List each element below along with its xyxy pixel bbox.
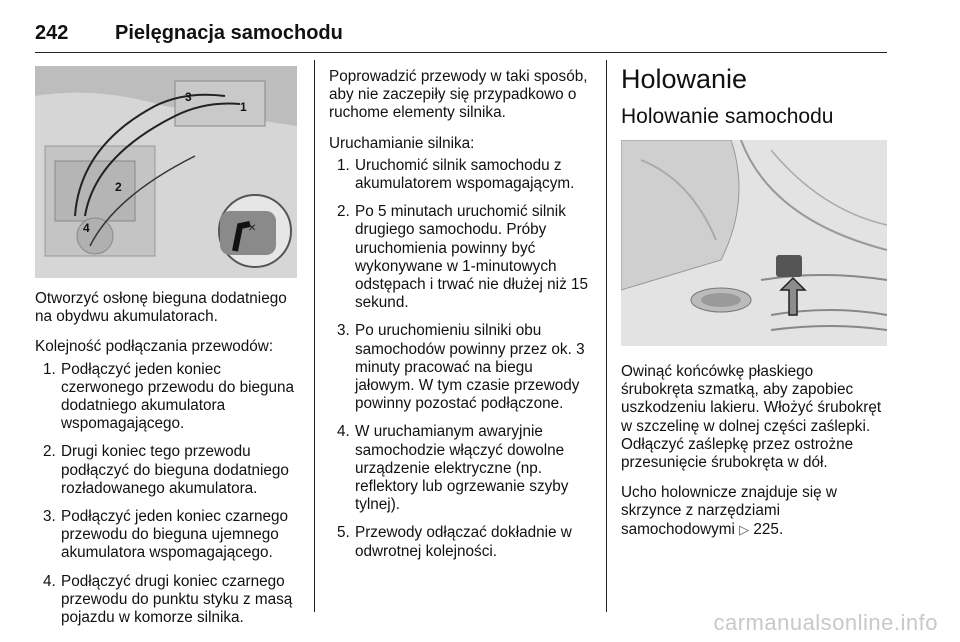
bumper-figure [621, 140, 887, 346]
list-item: 4. W uruchamianym awaryjnie samochodzie włączyć dowolne urządzenie elektryczne (np. reflektory lub ogrzewanie szyby tylnej). [337, 423, 569, 514]
page-header [35, 22, 887, 53]
list-item: 1. Uruchomić silnik samochodu z akumulatorem wspomagającym. [337, 156, 575, 193]
list-item: 2. Po 5 minutach uruchomić silnik drugiego samochodu. Próby uruchomienia powinny być wykonywane w 1-minutowych odstępach i trwać nie dłużej niż 15 sekund. [337, 203, 588, 312]
list-item: 5. Przewody odłączać dokładnie w odwrotnej kolejności. [337, 524, 572, 560]
section-heading: Holowanie [621, 64, 748, 94]
order-heading: Kolejność podłączania przewodów: [35, 338, 274, 356]
figure-label-3: 3 [185, 90, 192, 104]
column-divider [606, 60, 607, 612]
list-item: 3. Podłączyć jeden koniec czarnego przewodu do bieguna ujemnego akumulatora wspomagającego. [43, 508, 289, 562]
intro-text: Otworzyć osłonę bieguna dodatniego na obydwu akumulatorach. [35, 290, 287, 326]
list-item: 1. Podłączyć jeden koniec czerwonego przewodu do bieguna dodatniego akumulatora wspomagającego. [43, 360, 295, 433]
list-item: 4. Podłączyć drugi koniec czarnego przewodu do punktu styku z masą pojazdu w komorze silnika. [43, 572, 293, 627]
column-right [621, 363, 889, 551]
page-reference-link[interactable]: 225. [753, 520, 784, 538]
tow-eye-location: Ucho holownicze znajduje się w skrzynce z narzędziami samochodowymi ▷ 225. [621, 484, 837, 538]
column-middle [329, 68, 591, 571]
list-item: 3. Po uruchomieniu silniki obu samochodów powinny przez ok. 3 minuty pracować na biegu jałowym. W tym czasie przewody powinny pozostać podłączone. [337, 322, 585, 413]
page-number: 242 [35, 22, 69, 44]
start-heading: Uruchamianie silnika: [329, 134, 475, 152]
column-left [35, 290, 303, 637]
start-steps [329, 157, 591, 561]
page-title: Pielęgnacja samochodu [115, 22, 343, 44]
section-subheading: Holowanie samochodu [621, 105, 834, 128]
engine-bay-figure [35, 66, 297, 278]
column-divider [314, 60, 315, 612]
intro-text: Poprowadzić przewody w taki sposób, aby nie zaczepiły się przypadkowo o ruchome elementy silnika. [329, 68, 588, 122]
figure-label-1: 1 [240, 100, 247, 114]
watermark: carmanualsonline.info [713, 610, 938, 635]
figure-label-2: 2 [115, 180, 122, 194]
connect-steps [35, 361, 303, 628]
list-item: 2. Drugi koniec tego przewodu podłączyć do bieguna dodatniego rozładowanego akumulatora. [43, 443, 289, 497]
arrow-reference-icon: ▷ [739, 521, 750, 537]
figure-label-4: 4 [83, 221, 90, 235]
svg-text:✕: ✕ [248, 223, 257, 234]
towing-instructions: Owinąć końcówkę płaskiego śrubokręta szmatką, aby zapobiec uszkodzeniu lakieru. Włożyć śrubokręt w szczelinę w dolnej części zaślepki. Odłączyć zaślepkę przez ostrożne przesunięcie śrubokręta w dół. [621, 363, 882, 472]
